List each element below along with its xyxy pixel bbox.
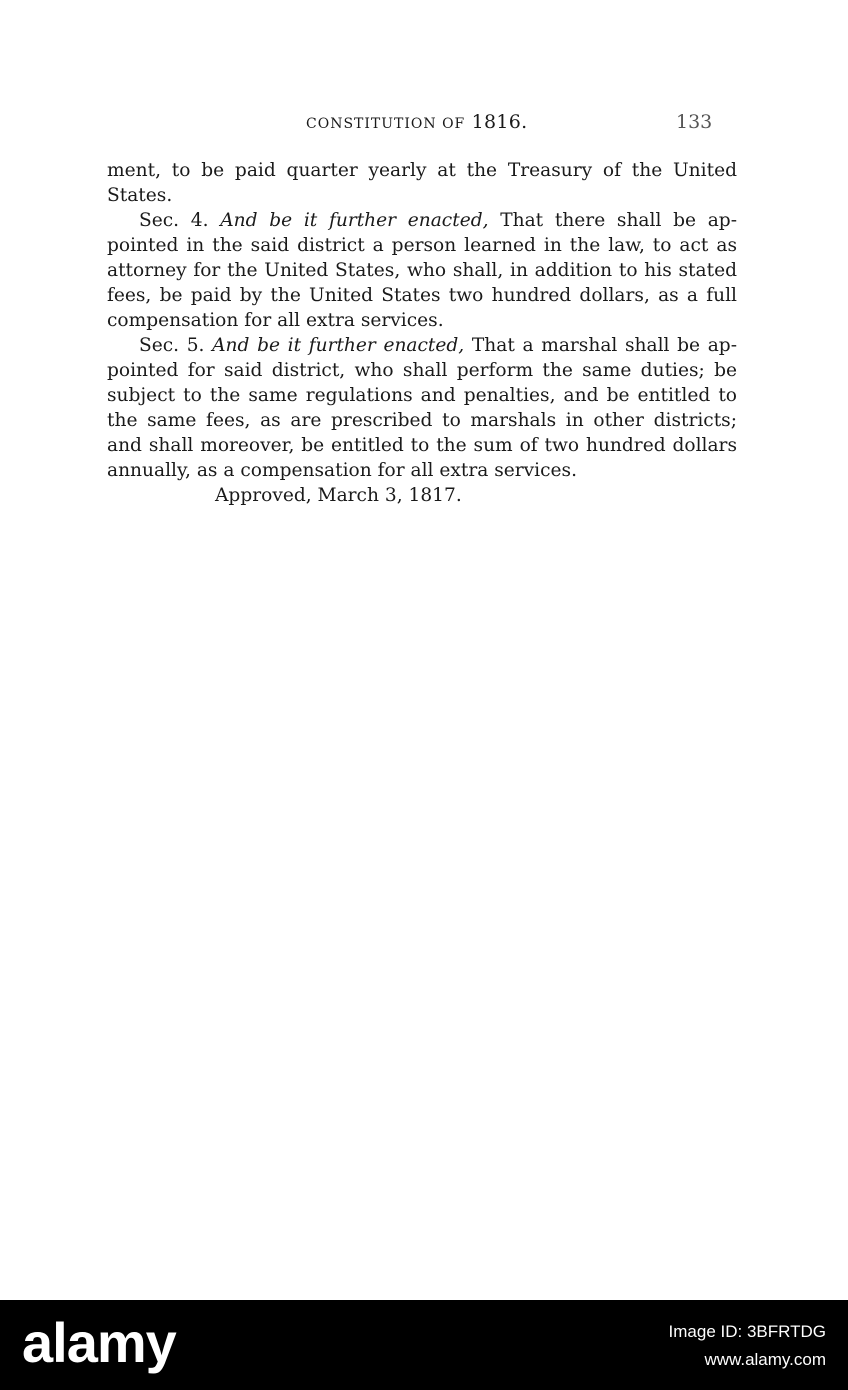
text-line: subject to the same regulations and penalties, and be entitled to	[107, 385, 737, 406]
text-line: the same fees, as are prescribed to marshals in other districts;	[107, 410, 737, 431]
alamy-logo: alamy	[22, 1311, 176, 1374]
section-4-first-line	[107, 208, 737, 233]
enacting-clause: And be it further enacted,	[212, 335, 465, 356]
running-head	[0, 111, 848, 135]
text-line: ment, to be paid quarter yearly at the Treasury of the United	[107, 160, 737, 181]
section-5-first-line	[107, 333, 737, 358]
text-line: and shall moreover, be entitled to the sum of two hundred dollars	[107, 435, 737, 456]
text-segment: That a marshal shall be ap-	[471, 335, 737, 356]
image-id-label: Image ID: 3BFRTDG	[668, 1322, 826, 1341]
text-line: pointed for said district, who shall perform the same duties; be	[107, 360, 737, 381]
enacting-clause: And be it further enacted,	[220, 210, 489, 231]
text-line: pointed in the said district a person learned in the law, to act as	[107, 235, 737, 256]
text-line: States.	[107, 185, 173, 206]
site-url: www.alamy.com	[704, 1350, 826, 1369]
text-segment: That there shall be ap-	[500, 210, 737, 231]
text-line: annually, as a compensation for all extra services.	[107, 460, 577, 481]
text-line: fees, be paid by the United States two hundred dollars, as a full	[107, 285, 737, 306]
text-line: attorney for the United States, who shall, in addition to his stated	[107, 260, 737, 281]
body-text	[107, 158, 737, 508]
section-label: Sec. 5.	[139, 335, 205, 356]
running-title-text: CONSTITUTION OF	[306, 116, 466, 132]
watermark-banner	[0, 1300, 848, 1390]
running-title	[306, 111, 528, 133]
section-label: Sec. 4.	[139, 210, 209, 231]
page-number: 133	[676, 111, 713, 133]
approval-line: Approved, March 3, 1817.	[215, 485, 462, 506]
running-title-year: 1816.	[471, 111, 528, 133]
text-line: compensation for all extra services.	[107, 310, 444, 331]
